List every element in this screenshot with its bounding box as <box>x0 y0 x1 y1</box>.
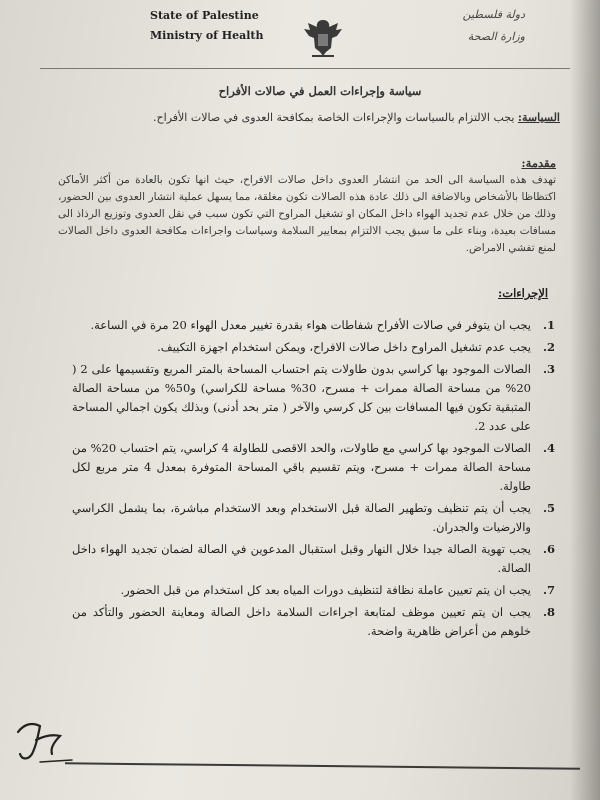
procedure-item <box>72 540 555 578</box>
ministry-name-en: Ministry of Health <box>150 29 264 42</box>
state-name-en: State of Palestine <box>150 9 259 22</box>
procedure-item <box>72 439 555 496</box>
procedure-number: 4. <box>542 441 555 455</box>
procedure-text: يجب أن يتم تنظيف وتطهير الصالة قبل الاستخدام وبعد الاستخدام مباشرة، بما يشمل الكراسي والارضيات والجدران. <box>72 501 531 534</box>
procedures-list <box>72 316 555 644</box>
procedure-item <box>72 316 555 335</box>
procedure-text: يجب ان يتم تعيين عاملة نظافة لتنظيف دورات المياه بعد كل استخدام من قبل الحضور. <box>120 583 531 597</box>
policy-label: السياسة: <box>517 111 560 124</box>
bottom-divider <box>65 762 580 769</box>
palestine-eagle-emblem-icon <box>298 14 348 60</box>
procedure-number: 2. <box>542 340 555 354</box>
procedure-item <box>72 338 555 357</box>
header-arabic <box>463 4 525 48</box>
header-english <box>150 6 264 46</box>
procedures-heading: الإجراءات: <box>498 286 549 300</box>
procedure-text: يجب ان يتوفر في صالات الأفراح شفاطات هواء بقدرة تغيير معدل الهواء 20 مرة في الساعة. <box>90 318 531 332</box>
policy-section <box>70 108 560 127</box>
procedure-text: يجب تهوية الصالة جيدا خلال النهار وقبل استقبال المدعوين في الصالة لضمان تجديد الهواء داخل الصالة. <box>72 542 531 575</box>
procedure-number: 7. <box>542 583 555 597</box>
intro-heading: مقدمة: <box>521 156 556 170</box>
procedure-number: 8. <box>542 605 555 619</box>
intro-text: تهدف هذه السياسة الى الحد من انتشار العدوى داخل صالات الافراح، حيث انها تكون بالعادة من أكثر الأماكن اكتظاظا بالأشخاص وبالاضافة الى ذلك عادة هذه الصالات تكون مغلقة، مما يسهل عملية انتشار العدوى بين الحضور، وذلك من خلال عدم تجديد الهواء داخل المكان او تشغيل المراوح التي تكون سبب في نقل العدوى وتوزيع الرذاذ الى مسافات بعيدة، وبناء على ما سبق يجب الالتزام بمعايير السلامة وسياسات واجراءات مكافحة العدوى داخل الصالات لمنع تفشي الامراض. <box>58 174 556 254</box>
procedure-item <box>72 581 555 600</box>
header-divider <box>40 68 570 69</box>
procedure-text: الصالات الموجود بها كراسي بدون طاولات يتم احتساب المساحة بالمتر المربع وتقسيمها على 2 ( 20% من مساحة الصالة ممرات + مسرح، 30% مساحة للكراسي) و50% من مساحة الصالة المتبقية تكون فيها المسافات بين كل كرسي والآخر ( متر بحد أدنى) وبذلك يكون اجمالي المساحة على عدد 2. <box>72 362 531 433</box>
procedure-text: يجب ان يتم تعيين موظف لمتابعة اجراءات السلامة داخل الصالة ومعاينة الحضور والتأكد من خلوهم من أعراض ظاهرية واضحة. <box>72 605 531 638</box>
procedure-number: 3. <box>542 362 555 376</box>
procedure-text: الصالات الموجود بها كراسي مع طاولات، والحد الاقصى للطاولة 4 كراسي، يتم احتساب 20% من مساحة الصالة ممرات + مسرح، ويتم تقسيم باقي المساحة المتوفرة بمعدل 4 متر مربع لكل طاولة. <box>72 441 531 493</box>
procedure-number: 1. <box>542 318 555 332</box>
procedure-item <box>72 499 555 537</box>
procedure-item <box>72 603 555 641</box>
handwritten-signature <box>10 710 80 770</box>
procedure-number: 5. <box>542 501 555 515</box>
procedure-number: 6. <box>542 542 555 556</box>
ministry-name-ar: وزارة الصحة <box>467 30 525 43</box>
procedure-item <box>72 360 555 436</box>
document-title: سياسة وإجراءات العمل في صالات الأفراح <box>218 84 422 98</box>
page-edge-shadow <box>570 0 600 800</box>
policy-text: يجب الالتزام بالسياسات والإجراءات الخاصة بمكافحة العدوى في صالات الأفراح. <box>153 111 515 124</box>
state-name-ar: دولة فلسطين <box>462 8 525 21</box>
procedure-text: يجب عدم تشغيل المراوح داخل صالات الافراح، ويمكن استخدام اجهزة التكييف. <box>157 340 531 354</box>
